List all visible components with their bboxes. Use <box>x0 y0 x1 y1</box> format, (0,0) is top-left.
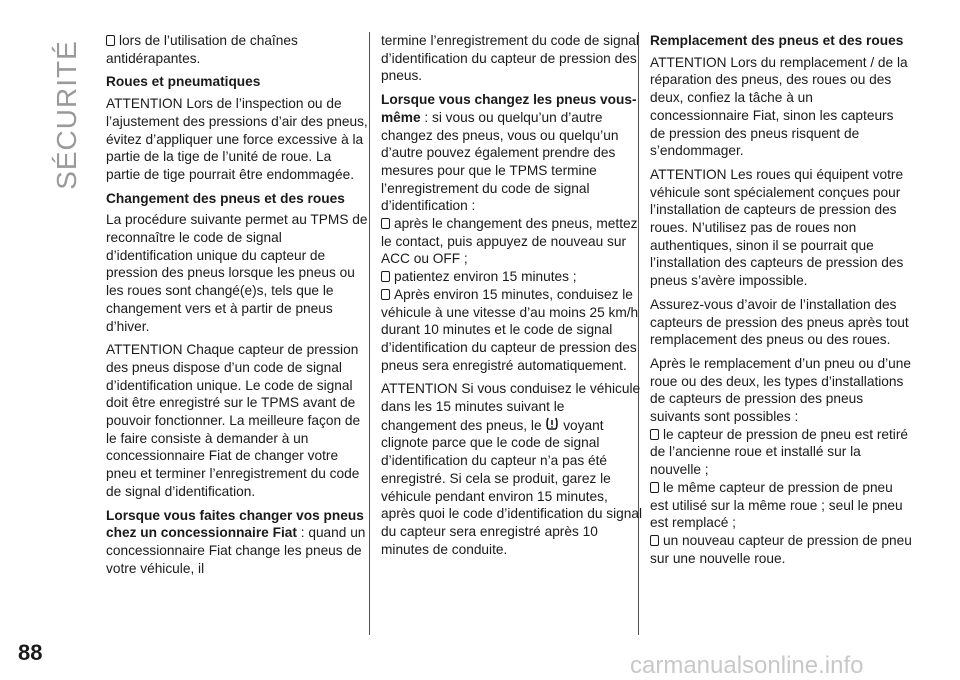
paragraph: termine l’enregistrement du code de signal d’identification du capteur de pression des pneus. <box>381 33 639 84</box>
bullet-text: un nouveau capteur de pression de pneu sur une nouvelle roue. <box>650 532 912 566</box>
paragraph <box>381 91 643 374</box>
paragraph <box>106 507 368 578</box>
heading-changement-pneus: Changement des pneus et des roues <box>106 190 345 206</box>
paragraph-text: Après le remplacement d’un pneu ou d’une roue ou des deux, les types d’installations de capteurs de pression des pneus suivants sont possibles : <box>650 355 911 425</box>
column-divider-1 <box>369 32 370 635</box>
paragraph: ATTENTION Lors du remplacement / de la réparation des pneus, des roues ou des deux, confiez la tâche à un concessionnaire Fiat, sinon les capteurs de pression des pneus risquent de s’endommager. <box>650 54 908 159</box>
watermark: carmanualsonline.info <box>630 652 864 679</box>
bullet-box-icon <box>650 429 659 440</box>
page-number: 88 <box>18 640 43 665</box>
column-2 <box>381 32 643 564</box>
paragraph <box>381 380 643 558</box>
paragraph: ATTENTION Les roues qui équipent votre véhicule sont spécialement conçues pour l’installation de capteurs de pression des roues. N’utilisez pas de roues non authentiques, sinon il se pourrait que l’installation des capteurs de pression des pneus s’avère impossible. <box>650 166 904 289</box>
paragraph-text: : si vous ou quelqu’un d’autre changez des pneus, vous ou quelqu’un d’autre pouvez également prendre des mesures pour que le TPMS termine l’enregistrement du code de signal d’identification : <box>381 109 619 214</box>
paragraph: ATTENTION Lors de l’inspection ou de l’ajustement des pressions d’air des pneus, évitez d’appliquer une force excessive à la partie de la tige de l’unité de roue. La partie de tige pourrait être endommagée. <box>106 96 368 182</box>
paragraph-text: ATTENTION Si vous conduisez le véhicule dans les 15 minutes suivant le changement des pneus, le <box>381 381 641 433</box>
heading-roues-pneumatiques: Roues et pneumatiques <box>106 74 261 90</box>
paragraph: La procédure suivante permet au TPMS de reconnaître le code de signal d’identification unique du capteur de pression des pneus lorsque les pneus ou les roues sont changé(e)s, tels que le changement vers et à partir de pneus d’hiver. <box>106 212 368 334</box>
section-title: SÉCURITÉ <box>51 40 83 190</box>
bullet-box-icon <box>381 289 390 300</box>
column-1 <box>106 32 368 583</box>
inline-heading: Lorsque vous faites changer vos pneus chez un concessionnaire Fiat <box>106 507 364 541</box>
paragraph <box>106 32 368 67</box>
bullet-text: patientez environ 15 minutes ; <box>394 269 577 285</box>
bullet-box-icon <box>650 535 659 546</box>
column-3 <box>650 32 912 573</box>
inline-heading: Lorsque vous changez les pneus vous-même <box>381 92 637 125</box>
tpms-warning-icon <box>545 416 559 432</box>
paragraph-text: voyant clignote parce que le code de signal d’identification du capteur n’a pas été enregistré. Si cela se produit, garez le véhicule pendant environ 15 minutes, après quoi le code d’identification du signal du capteur sera enregistré après 10 minutes de conduite. <box>381 417 642 557</box>
bullet-box-icon <box>381 271 390 282</box>
bullet-text: Après environ 15 minutes, conduisez le véhicule à une vitesse d’au moins 25 km/h durant 10 minutes et le code de signal d’identification du capteur de pression des pneus sera enregistré automatiquement. <box>381 286 639 373</box>
paragraph: ATTENTION Chaque capteur de pression des pneus dispose d’un code de signal d’identification unique. Le code de signal doit être enregistré sur le TPMS avant de pouvoir fonctionner. La meilleure façon de le faire consiste à demander à un concessionnaire Fiat de changer votre pneu et terminer l’enregistrement du code de signal d’identification. <box>106 342 361 499</box>
bullet-text: après le changement des pneus, mettez le contact, puis appuyez de nouveau sur ACC ou OFF ; <box>381 216 638 267</box>
bullet-box-icon <box>106 35 115 46</box>
paragraph-text: : quand un concessionnaire Fiat change les pneus de votre véhicule, il <box>106 525 366 576</box>
paragraph-text: lors de l’utilisation de chaînes antidérapantes. <box>106 33 298 66</box>
paragraph <box>650 355 912 567</box>
section-title-vertical <box>52 30 82 200</box>
paragraph: Assurez-vous d’avoir de l’installation des capteurs de pression des pneus après tout remplacement des pneus ou des roues. <box>650 296 909 348</box>
bullet-text: le même capteur de pression de pneu est utilisé sur la même roue ; seul le pneu est remplacé ; <box>650 479 903 531</box>
heading-remplacement-pneus: Remplacement des pneus et des roues <box>650 33 904 48</box>
bullet-box-icon <box>650 482 659 493</box>
bullet-text: le capteur de pression de pneu est retiré de l’ancienne roue et installé sur la nouvelle ; <box>650 426 909 478</box>
bullet-box-icon <box>381 218 390 229</box>
